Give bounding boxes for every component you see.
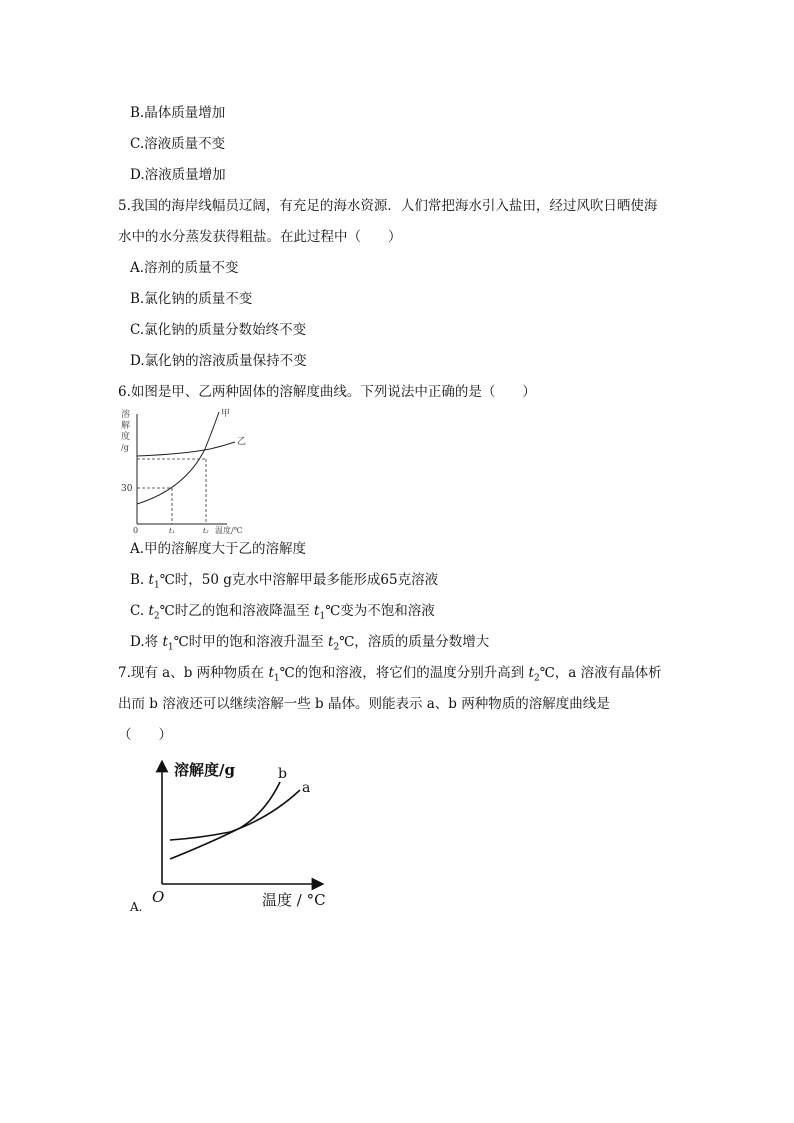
q7-stem-c: ℃，a 溶液有晶体析: [539, 665, 662, 681]
q7-stem-line2: 出而 b 溶液还可以继续溶解一些 b 晶体。则能表示 a、b 两种物质的溶解度曲线是: [118, 696, 610, 712]
q7-label-b: b: [278, 766, 287, 782]
q7-origin: O: [152, 888, 165, 906]
q5-stem-line2: 水中的水分蒸发获得粗盐。在此过程中（ ）: [118, 229, 402, 245]
q6-option-c-sub2: 1: [319, 611, 326, 622]
q6-option-a: A.甲的溶解度大于乙的溶解度: [130, 541, 307, 557]
q4-option-b: B.晶体质量增加: [130, 105, 226, 121]
q5-option-a: A.溶剂的质量不变: [130, 260, 239, 276]
q7-stem-line1: [118, 664, 662, 688]
q5-stem-line1: 5.我国的海岸线幅员辽阔，有充足的海水资源．人们常把海水引入盐田，经过风吹日晒使海: [118, 198, 658, 214]
q6-option-b-prefix: B.: [130, 572, 149, 588]
q7-ylabel: 溶解度/g: [174, 761, 235, 779]
q6-option-c-rest: ℃变为不饱和溶液: [325, 603, 435, 619]
q7-stem-b: ℃的饱和溶液，将它们的温度分别升高到: [279, 665, 529, 681]
q6-option-d-rest: ℃，溶质的质量分数增大: [339, 634, 490, 650]
q4-option-c: C.溶液质量不变: [130, 136, 226, 152]
q6-origin: 0: [133, 526, 139, 534]
q4-option-d: D.溶液质量增加: [130, 167, 226, 183]
q6-option-c-t: t: [148, 603, 154, 619]
q6-stem: 6.如图是甲、乙两种固体的溶解度曲线。下列说法中正确的是（ ）: [118, 384, 536, 400]
q6-series-yi-label: 乙: [237, 437, 247, 447]
q7-curve-a: [170, 790, 300, 840]
q7-option-a-label: A.: [130, 900, 143, 914]
q6-x-tick-t1: t₁: [169, 527, 175, 534]
q7-stem-sub1: 1: [273, 673, 280, 684]
q5-option-d: D.氯化钠的溶液质量保持不变: [130, 353, 307, 369]
q6-option-b: [130, 571, 438, 595]
q7-xlabel: 温度 / °C: [262, 891, 326, 909]
q7-curve-b: [170, 782, 280, 859]
q7-stem-t2: t: [528, 665, 534, 681]
q7-stem-a: 7.现有 a、b 两种物质在: [118, 665, 269, 681]
q6-curve-jia: [137, 412, 219, 504]
q6-option-c-t2: t: [314, 603, 320, 619]
q5-option-b: B.氯化钠的质量不变: [130, 291, 253, 307]
q6-option-c-prefix: C.: [130, 603, 149, 619]
q6-option-d-t: t: [162, 634, 168, 650]
q6-ylabel-3: 度: [121, 432, 131, 442]
q6-option-d: [130, 633, 489, 657]
q6-ylabel-1: 溶: [121, 410, 131, 420]
q7-stem-sub2: 2: [533, 673, 540, 684]
q6-x-axis-label: 温度/℃: [215, 526, 243, 534]
q6-option-d-prefix: D.将: [130, 634, 163, 650]
q6-option-c-sub: 2: [153, 611, 160, 622]
q7-label-a: a: [302, 780, 311, 796]
q6-ylabel-2: 解: [121, 421, 131, 431]
q7-solubility-figure-a: [150, 758, 350, 913]
q6-option-d-sub: 1: [167, 642, 174, 653]
q6-solubility-figure: [115, 404, 265, 534]
q6-option-b-t: t: [148, 572, 154, 588]
q6-y-tick-30: 30: [121, 484, 133, 494]
q6-x-tick-t2: t₂: [203, 527, 209, 534]
q6-curve-yi: [137, 442, 235, 456]
q6-option-d-t2: t: [328, 634, 334, 650]
q7-stem-t1: t: [268, 665, 274, 681]
q6-option-b-rest: ℃时，50 g克水中溶解甲最多能形成65克溶液: [159, 572, 439, 588]
q6-option-d-mid: ℃时甲的饱和溶液升温至: [173, 634, 329, 650]
q6-option-d-sub2: 2: [333, 642, 340, 653]
q6-option-c-mid: ℃时乙的饱和溶液降温至: [159, 603, 315, 619]
q5-option-c: C.氯化钠的质量分数始终不变: [130, 322, 307, 338]
q6-option-b-sub: 1: [153, 580, 160, 591]
q6-option-c: [130, 602, 435, 626]
q6-series-jia-label: 甲: [221, 409, 231, 419]
q6-ylabel-4: /g: [121, 443, 129, 452]
q7-stem-line3: （ ）: [118, 727, 172, 743]
